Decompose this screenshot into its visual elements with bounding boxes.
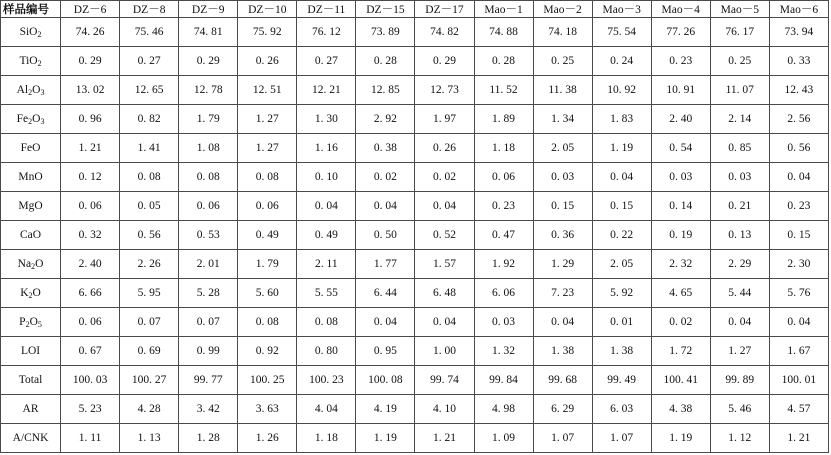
value-cell: 0. 21 bbox=[710, 192, 769, 221]
value-cell: 2. 30 bbox=[769, 250, 828, 279]
value-cell: 0. 53 bbox=[179, 221, 238, 250]
value-cell: 1. 41 bbox=[120, 134, 179, 163]
value-cell: 1. 97 bbox=[415, 105, 474, 134]
value-cell: 0. 04 bbox=[592, 163, 651, 192]
value-cell: 0. 10 bbox=[297, 163, 356, 192]
value-cell: 0. 26 bbox=[238, 47, 297, 76]
row-label: Total bbox=[1, 366, 61, 395]
value-cell: 0. 25 bbox=[710, 47, 769, 76]
value-cell: 99. 77 bbox=[179, 366, 238, 395]
value-cell: 11. 52 bbox=[474, 76, 533, 105]
value-cell: 0. 95 bbox=[356, 337, 415, 366]
value-cell: 0. 23 bbox=[769, 192, 828, 221]
value-cell: 6. 06 bbox=[474, 279, 533, 308]
row-label: $Al_2O_3$ bbox=[1, 76, 61, 105]
value-cell: 0. 05 bbox=[120, 192, 179, 221]
value-cell: 0. 07 bbox=[179, 308, 238, 337]
row-label: MgO bbox=[1, 192, 61, 221]
value-cell: 0. 01 bbox=[592, 308, 651, 337]
value-cell: 4. 98 bbox=[474, 395, 533, 424]
value-cell: 99. 84 bbox=[474, 366, 533, 395]
value-cell: 0. 29 bbox=[415, 47, 474, 76]
value-cell: 0. 06 bbox=[238, 192, 297, 221]
value-cell: 100. 27 bbox=[120, 366, 179, 395]
value-cell: 12. 43 bbox=[769, 76, 828, 105]
value-cell: 6. 03 bbox=[592, 395, 651, 424]
value-cell: 4. 57 bbox=[769, 395, 828, 424]
value-cell: 100. 23 bbox=[297, 366, 356, 395]
table-row bbox=[1, 221, 829, 250]
value-cell: 12. 78 bbox=[179, 76, 238, 105]
value-cell: 75. 92 bbox=[238, 18, 297, 47]
value-cell: 3. 42 bbox=[179, 395, 238, 424]
value-cell: 1. 72 bbox=[651, 337, 710, 366]
value-cell: 5. 76 bbox=[769, 279, 828, 308]
sample-header: DZ－9 bbox=[179, 1, 238, 18]
value-cell: 1. 00 bbox=[415, 337, 474, 366]
table-row bbox=[1, 366, 829, 395]
value-cell: 0. 36 bbox=[533, 221, 592, 250]
value-cell: 74. 81 bbox=[179, 18, 238, 47]
value-cell: 6. 44 bbox=[356, 279, 415, 308]
value-cell: 2. 56 bbox=[769, 105, 828, 134]
table-row bbox=[1, 18, 829, 47]
value-cell: 0. 38 bbox=[356, 134, 415, 163]
table-row bbox=[1, 192, 829, 221]
value-cell: 0. 67 bbox=[61, 337, 120, 366]
value-cell: 1. 09 bbox=[474, 424, 533, 453]
value-cell: 1. 21 bbox=[61, 134, 120, 163]
value-cell: 0. 02 bbox=[356, 163, 415, 192]
value-cell: 0. 56 bbox=[769, 134, 828, 163]
table-row bbox=[1, 424, 829, 453]
value-cell: 0. 12 bbox=[61, 163, 120, 192]
value-cell: 1. 26 bbox=[238, 424, 297, 453]
value-cell: 2. 05 bbox=[533, 134, 592, 163]
value-cell: 1. 21 bbox=[769, 424, 828, 453]
value-cell: 4. 28 bbox=[120, 395, 179, 424]
table-row bbox=[1, 279, 829, 308]
value-cell: 12. 85 bbox=[356, 76, 415, 105]
value-cell: 0. 27 bbox=[297, 47, 356, 76]
value-cell: 0. 04 bbox=[769, 163, 828, 192]
row-label: FeO bbox=[1, 134, 61, 163]
row-label: LOI bbox=[1, 337, 61, 366]
value-cell: 0. 99 bbox=[179, 337, 238, 366]
value-cell: 0. 13 bbox=[710, 221, 769, 250]
value-cell: 2. 40 bbox=[651, 105, 710, 134]
value-cell: 1. 13 bbox=[120, 424, 179, 453]
value-cell: 0. 47 bbox=[474, 221, 533, 250]
table-row bbox=[1, 308, 829, 337]
value-cell: 74. 82 bbox=[415, 18, 474, 47]
value-cell: 1. 32 bbox=[474, 337, 533, 366]
value-cell: 0. 08 bbox=[238, 163, 297, 192]
sample-header: DZ－15 bbox=[356, 1, 415, 18]
value-cell: 13. 02 bbox=[61, 76, 120, 105]
row-label: TiO$_2$ bbox=[1, 47, 61, 76]
value-cell: 1. 18 bbox=[474, 134, 533, 163]
value-cell: 1. 89 bbox=[474, 105, 533, 134]
value-cell: 0. 06 bbox=[61, 192, 120, 221]
value-cell: 2. 11 bbox=[297, 250, 356, 279]
value-cell: 74. 26 bbox=[61, 18, 120, 47]
value-cell: 99. 74 bbox=[415, 366, 474, 395]
sample-header: Mao－2 bbox=[533, 1, 592, 18]
value-cell: 0. 29 bbox=[61, 47, 120, 76]
value-cell: 1. 19 bbox=[592, 134, 651, 163]
sample-header: Mao－6 bbox=[769, 1, 828, 18]
value-cell: 1. 16 bbox=[297, 134, 356, 163]
row-label: CaO bbox=[1, 221, 61, 250]
row-label: AR bbox=[1, 395, 61, 424]
value-cell: 99. 49 bbox=[592, 366, 651, 395]
value-cell: 0. 03 bbox=[651, 163, 710, 192]
value-cell: 1. 27 bbox=[238, 105, 297, 134]
value-cell: 2. 26 bbox=[120, 250, 179, 279]
value-cell: 5. 46 bbox=[710, 395, 769, 424]
sample-header: DZ－8 bbox=[120, 1, 179, 18]
value-cell: 4. 65 bbox=[651, 279, 710, 308]
row-label: SiO$_2$ bbox=[1, 18, 61, 47]
value-cell: 4. 19 bbox=[356, 395, 415, 424]
value-cell: 1. 79 bbox=[179, 105, 238, 134]
value-cell: 2. 32 bbox=[651, 250, 710, 279]
value-cell: 75. 54 bbox=[592, 18, 651, 47]
value-cell: 0. 85 bbox=[710, 134, 769, 163]
value-cell: 0. 28 bbox=[356, 47, 415, 76]
value-cell: 73. 89 bbox=[356, 18, 415, 47]
value-cell: 1. 21 bbox=[415, 424, 474, 453]
value-cell: 0. 50 bbox=[356, 221, 415, 250]
value-cell: 1. 92 bbox=[474, 250, 533, 279]
value-cell: 99. 89 bbox=[710, 366, 769, 395]
value-cell: 1. 07 bbox=[533, 424, 592, 453]
value-cell: 2. 01 bbox=[179, 250, 238, 279]
value-cell: 0. 29 bbox=[179, 47, 238, 76]
value-cell: 0. 08 bbox=[297, 308, 356, 337]
table-row bbox=[1, 105, 829, 134]
value-cell: 5. 92 bbox=[592, 279, 651, 308]
table-row bbox=[1, 163, 829, 192]
value-cell: 0. 04 bbox=[415, 192, 474, 221]
value-cell: 0. 04 bbox=[356, 308, 415, 337]
value-cell: 1. 19 bbox=[356, 424, 415, 453]
value-cell: 0. 06 bbox=[61, 308, 120, 337]
value-cell: 0. 69 bbox=[120, 337, 179, 366]
row-label: $Na_2O$ bbox=[1, 250, 61, 279]
value-cell: 0. 03 bbox=[474, 308, 533, 337]
value-cell: 0. 08 bbox=[238, 308, 297, 337]
table-row bbox=[1, 337, 829, 366]
value-cell: 1. 27 bbox=[238, 134, 297, 163]
value-cell: 1. 28 bbox=[179, 424, 238, 453]
value-cell: 0. 24 bbox=[592, 47, 651, 76]
row-label: $P_2O_5$ bbox=[1, 308, 61, 337]
value-cell: 7. 23 bbox=[533, 279, 592, 308]
value-cell: 74. 18 bbox=[533, 18, 592, 47]
value-cell: 1. 29 bbox=[533, 250, 592, 279]
value-cell: 4. 04 bbox=[297, 395, 356, 424]
value-cell: 0. 15 bbox=[769, 221, 828, 250]
sample-header: DZ－6 bbox=[61, 1, 120, 18]
sample-header: Mao－3 bbox=[592, 1, 651, 18]
value-cell: 0. 04 bbox=[533, 308, 592, 337]
value-cell: 0. 32 bbox=[61, 221, 120, 250]
value-cell: 0. 15 bbox=[533, 192, 592, 221]
row-label: $K_2O$ bbox=[1, 279, 61, 308]
value-cell: 10. 91 bbox=[651, 76, 710, 105]
value-cell: 0. 27 bbox=[120, 47, 179, 76]
value-cell: 100. 25 bbox=[238, 366, 297, 395]
value-cell: 12. 65 bbox=[120, 76, 179, 105]
value-cell: 1. 67 bbox=[769, 337, 828, 366]
row-label: $Fe_2O_3$ bbox=[1, 105, 61, 134]
value-cell: 0. 49 bbox=[297, 221, 356, 250]
value-cell: 1. 08 bbox=[179, 134, 238, 163]
table-row bbox=[1, 250, 829, 279]
value-cell: 1. 34 bbox=[533, 105, 592, 134]
value-cell: 6. 29 bbox=[533, 395, 592, 424]
value-cell: 0. 96 bbox=[61, 105, 120, 134]
value-cell: 5. 28 bbox=[179, 279, 238, 308]
table-body bbox=[1, 18, 829, 453]
table-row bbox=[1, 395, 829, 424]
value-cell: 0. 06 bbox=[474, 163, 533, 192]
value-cell: 0. 08 bbox=[120, 163, 179, 192]
value-cell: 75. 46 bbox=[120, 18, 179, 47]
value-cell: 0. 92 bbox=[238, 337, 297, 366]
value-cell: 76. 17 bbox=[710, 18, 769, 47]
value-cell: 11. 07 bbox=[710, 76, 769, 105]
value-cell: 0. 23 bbox=[474, 192, 533, 221]
value-cell: 4. 10 bbox=[415, 395, 474, 424]
table-row bbox=[1, 134, 829, 163]
value-cell: 11. 38 bbox=[533, 76, 592, 105]
value-cell: 0. 54 bbox=[651, 134, 710, 163]
value-cell: 3. 63 bbox=[238, 395, 297, 424]
value-cell: 5. 60 bbox=[238, 279, 297, 308]
value-cell: 1. 27 bbox=[710, 337, 769, 366]
value-cell: 0. 80 bbox=[297, 337, 356, 366]
value-cell: 0. 02 bbox=[651, 308, 710, 337]
value-cell: 4. 38 bbox=[651, 395, 710, 424]
value-cell: 100. 03 bbox=[61, 366, 120, 395]
sample-header: Mao－1 bbox=[474, 1, 533, 18]
value-cell: 100. 41 bbox=[651, 366, 710, 395]
value-cell: 0. 22 bbox=[592, 221, 651, 250]
value-cell: 0. 26 bbox=[415, 134, 474, 163]
value-cell: 6. 48 bbox=[415, 279, 474, 308]
value-cell: 0. 06 bbox=[179, 192, 238, 221]
sample-header: DZ－10 bbox=[238, 1, 297, 18]
value-cell: 2. 05 bbox=[592, 250, 651, 279]
sample-header: DZ－11 bbox=[297, 1, 356, 18]
value-cell: 1. 07 bbox=[592, 424, 651, 453]
value-cell: 100. 08 bbox=[356, 366, 415, 395]
value-cell: 10. 92 bbox=[592, 76, 651, 105]
value-cell: 77. 26 bbox=[651, 18, 710, 47]
value-cell: 0. 52 bbox=[415, 221, 474, 250]
sample-header: DZ－17 bbox=[415, 1, 474, 18]
value-cell: 1. 83 bbox=[592, 105, 651, 134]
value-cell: 0. 03 bbox=[533, 163, 592, 192]
value-cell: 12. 21 bbox=[297, 76, 356, 105]
value-cell: 5. 55 bbox=[297, 279, 356, 308]
value-cell: 0. 04 bbox=[769, 308, 828, 337]
value-cell: 0. 28 bbox=[474, 47, 533, 76]
value-cell: 5. 44 bbox=[710, 279, 769, 308]
value-cell: 76. 12 bbox=[297, 18, 356, 47]
value-cell: 1. 18 bbox=[297, 424, 356, 453]
value-cell: 0. 04 bbox=[415, 308, 474, 337]
sample-header: Mao－4 bbox=[651, 1, 710, 18]
value-cell: 2. 14 bbox=[710, 105, 769, 134]
value-cell: 5. 95 bbox=[120, 279, 179, 308]
value-cell: 1. 11 bbox=[61, 424, 120, 453]
corner-header: 样品编号 bbox=[1, 1, 61, 18]
value-cell: 100. 01 bbox=[769, 366, 828, 395]
value-cell: 5. 23 bbox=[61, 395, 120, 424]
value-cell: 1. 30 bbox=[297, 105, 356, 134]
value-cell: 0. 04 bbox=[710, 308, 769, 337]
value-cell: 1. 38 bbox=[592, 337, 651, 366]
sample-header: Mao－5 bbox=[710, 1, 769, 18]
value-cell: 0. 15 bbox=[592, 192, 651, 221]
row-label: A/CNK bbox=[1, 424, 61, 453]
value-cell: 0. 07 bbox=[120, 308, 179, 337]
value-cell: 6. 66 bbox=[61, 279, 120, 308]
row-label: MnO bbox=[1, 163, 61, 192]
value-cell: 0. 23 bbox=[651, 47, 710, 76]
value-cell: 1. 38 bbox=[533, 337, 592, 366]
value-cell: 0. 04 bbox=[297, 192, 356, 221]
value-cell: 0. 49 bbox=[238, 221, 297, 250]
value-cell: 2. 29 bbox=[710, 250, 769, 279]
value-cell: 1. 12 bbox=[710, 424, 769, 453]
value-cell: 0. 56 bbox=[120, 221, 179, 250]
value-cell: 0. 08 bbox=[179, 163, 238, 192]
value-cell: 12. 73 bbox=[415, 76, 474, 105]
value-cell: 0. 82 bbox=[120, 105, 179, 134]
table-row bbox=[1, 76, 829, 105]
value-cell: 1. 77 bbox=[356, 250, 415, 279]
value-cell: 12. 51 bbox=[238, 76, 297, 105]
value-cell: 0. 04 bbox=[356, 192, 415, 221]
table-row bbox=[1, 47, 829, 76]
value-cell: 0. 03 bbox=[710, 163, 769, 192]
value-cell: 1. 79 bbox=[238, 250, 297, 279]
value-cell: 2. 92 bbox=[356, 105, 415, 134]
value-cell: 99. 68 bbox=[533, 366, 592, 395]
value-cell: 0. 19 bbox=[651, 221, 710, 250]
value-cell: 1. 57 bbox=[415, 250, 474, 279]
value-cell: 0. 02 bbox=[415, 163, 474, 192]
value-cell: 0. 14 bbox=[651, 192, 710, 221]
value-cell: 0. 25 bbox=[533, 47, 592, 76]
value-cell: 0. 33 bbox=[769, 47, 828, 76]
value-cell: 1. 19 bbox=[651, 424, 710, 453]
value-cell: 2. 40 bbox=[61, 250, 120, 279]
value-cell: 74. 88 bbox=[474, 18, 533, 47]
value-cell: 73. 94 bbox=[769, 18, 828, 47]
header-row bbox=[1, 1, 829, 18]
